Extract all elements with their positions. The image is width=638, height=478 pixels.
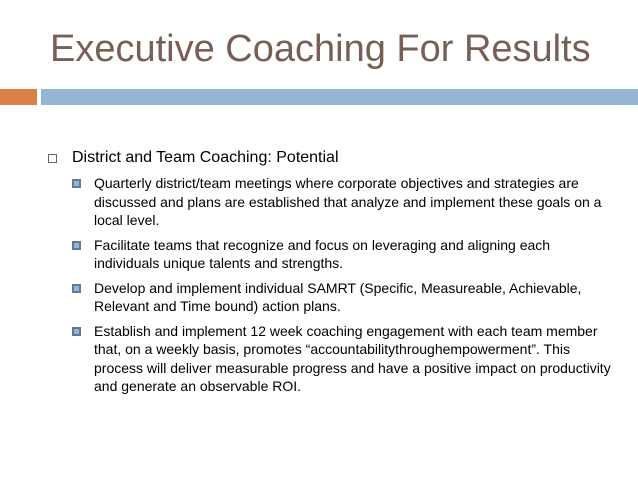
- accent-bar-blue: [41, 89, 638, 105]
- hollow-square-bullet-icon: [48, 154, 57, 163]
- sub-bullet-2: [72, 236, 618, 273]
- accent-bar-orange: [0, 89, 37, 105]
- sub-bullet-1: [72, 174, 618, 230]
- sub-bullet-3: [72, 279, 618, 316]
- sub-bullet-text: Establish and implement 12 week coaching engagement with each team member that, on a weekly basis, promotes “accountabilitythroughempowerment”. This process will deliver measurable progress and have a positive impact on productivity and generate an observable ROI.: [94, 322, 611, 394]
- slide-content: [48, 147, 618, 402]
- sub-bullet-list: [48, 174, 618, 396]
- sub-bullet-text: Quarterly district/team meetings where corporate objectives and strategies are discussed and plans are established that analyze and implement these goals on a local level.: [94, 175, 602, 228]
- bullet-level1: [48, 147, 618, 169]
- sub-bullet-4: [72, 322, 618, 396]
- sub-bullet-text: Facilitate teams that recognize and focus on leveraging and aligning each individuals unique talents and strengths.: [94, 236, 551, 271]
- filled-square-bullet-icon: [72, 241, 81, 250]
- bullet-level1-text: District and Team Coaching: Potential: [72, 149, 339, 166]
- slide-title: Executive Coaching For Results: [50, 28, 591, 70]
- filled-square-bullet-icon: [72, 327, 81, 336]
- filled-square-bullet-icon: [72, 179, 81, 188]
- sub-bullet-text: Develop and implement individual SAMRT (Specific, Measureable, Achievable, Relevant and Time bound) action plans.: [94, 279, 582, 314]
- filled-square-bullet-icon: [72, 284, 81, 293]
